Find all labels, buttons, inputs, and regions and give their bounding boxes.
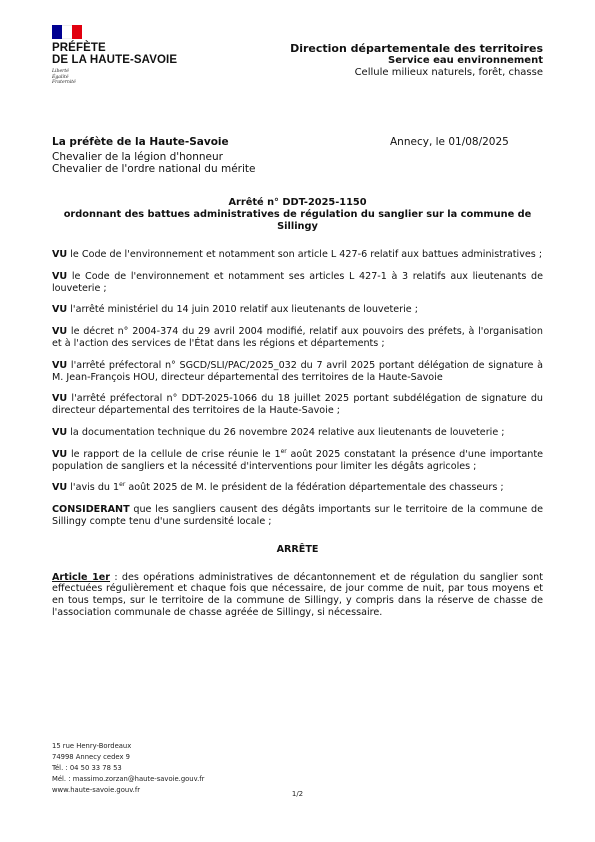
vu-text: août 2025 de M. le président de la fédération départementale des chasseurs ; xyxy=(125,482,504,494)
article-1 xyxy=(52,572,543,619)
signer-name: La préfète de la Haute-Savoie xyxy=(52,136,229,148)
issuing-service xyxy=(290,42,543,79)
logo-title xyxy=(52,42,192,66)
arrete-subject: ordonnant des battues administratives de régulation du sanglier sur la commune de Sillingy xyxy=(63,209,532,232)
vu-paragraph xyxy=(52,271,543,295)
logo-line-1: PRÉFÈTE xyxy=(52,42,106,54)
cellule-name: Cellule milieux naturels, forêt, chasse xyxy=(354,67,543,78)
motto-liberte: Liberté xyxy=(52,69,69,74)
vu-avis-paragraph xyxy=(52,482,543,494)
prefecture-logo xyxy=(52,25,192,86)
footer-email: Mél. : massimo.zorzan@haute-savoie.gouv.fr xyxy=(52,775,205,783)
ordinal-sup: er xyxy=(280,447,287,455)
place-date: Annecy, le 01/08/2025 xyxy=(390,136,509,148)
vu-paragraph xyxy=(52,249,543,261)
vu-lead: VU xyxy=(52,270,68,282)
ordinal-sup: er xyxy=(119,481,126,489)
vu-lead: VU xyxy=(52,359,68,371)
motto-fraternite: Fraternité xyxy=(52,80,76,86)
vu-text: le Code de l'environnement et notamment son article L 427-6 relatif aux battues administratives ; xyxy=(67,249,543,260)
footer-website: www.haute-savoie.gouv.fr xyxy=(52,786,141,794)
arrete-title xyxy=(52,197,543,233)
vu-lead: VU xyxy=(52,426,68,438)
vu-lead: VU xyxy=(52,482,68,494)
vu-paragraph xyxy=(52,304,543,316)
logo-line-2: DE LA HAUTE-SAVOIE xyxy=(52,54,178,66)
vu-lead: VU xyxy=(52,448,68,460)
article-1-label: Article 1er xyxy=(52,571,111,583)
vu-text: l'arrêté préfectoral n° DDT-2025-1066 du 18 juillet 2025 portant subdélégation de signature du directeur départemental des territoires de la Haute-Savoie ; xyxy=(52,393,543,417)
vu-text: le décret n° 2004-374 du 29 avril 2004 modifié, relatif aux pouvoirs des préfets, à l'organisation et à l'action des services de l'État dans les régions et départements ; xyxy=(52,326,543,349)
vu-text: la documentation technique du 26 novembre 2024 relative aux lieutenants de louveterie ; xyxy=(67,426,505,438)
considerant-lead: CONSIDERANT xyxy=(52,504,130,516)
footer-city: 74998 Annecy cedex 9 xyxy=(52,753,130,761)
vu-paragraph xyxy=(52,326,543,350)
vu-text: l'avis du 1 xyxy=(67,482,120,494)
footer-address xyxy=(52,741,204,796)
vu-text: l'arrêté ministériel du 14 juin 2010 relatif aux lieutenants de louveterie ; xyxy=(67,304,418,316)
vu-paragraph xyxy=(52,360,543,384)
arrete-heading: ARRÊTE xyxy=(276,543,319,555)
vu-paragraph xyxy=(52,427,543,439)
article-1-text: : des opérations administratives de décantonnement et de régulation du sanglier sont effectuées régulièrement et chaque fois que nécessaire, de jour comme de nuit, par tous moyens et en tous temps, sur le territoire de la commune de Sillingy, y compris dans la réserve de chasse de l'association communale de chasse agréée de Sillingy, si nécessaire. xyxy=(52,571,543,618)
direction-name: Direction départementale des territoires xyxy=(290,42,543,55)
vu-lead: VU xyxy=(52,393,68,405)
arrete-number: Arrêté n° DDT-2025-1150 xyxy=(228,197,367,208)
vu-paragraph xyxy=(52,393,543,417)
vu-lead: VU xyxy=(52,304,68,316)
vu-lead: VU xyxy=(52,326,68,338)
considerant-text: que les sangliers causent des dégâts importants sur le territoire de la commune de Sillingy compte tenu d'une surdensité locale ; xyxy=(52,504,543,527)
vu-lead: VU xyxy=(52,249,68,260)
vu-rapport-paragraph xyxy=(52,449,543,473)
vu-text: août 2025 constatant la présence d'une importante population de sangliers et la nécessité d'interventions pour limiter les dégâts agricoles ; xyxy=(52,448,544,472)
signer-block xyxy=(52,136,255,175)
vu-text: l'arrêté préfectoral n° SGCD/SLI/PAC/2025_032 du 7 avril 2025 portant délégation de signature à M. Jean-François HOU, directeur départemental des territoires de la Haute-Savoie xyxy=(52,359,543,383)
service-name: Service eau environnement xyxy=(388,55,543,66)
vu-text: le rapport de la cellule de crise réunie le 1 xyxy=(67,448,281,460)
vu-text: le Code de l'environnement et notamment ses articles L 427-1 à 3 relatifs aux lieutenants de louveterie ; xyxy=(52,270,543,294)
signer-title-1: Chevalier de la légion d'honneur xyxy=(52,151,223,163)
considerant-paragraph xyxy=(52,504,543,528)
footer-phone: Tél. : 04 50 33 78 53 xyxy=(52,764,122,772)
footer-street: 15 rue Henry-Bordeaux xyxy=(52,742,132,750)
flag-icon xyxy=(52,25,82,39)
document-body xyxy=(52,249,543,629)
signer-title-2: Chevalier de l'ordre national du mérite xyxy=(52,163,256,175)
motto-egalite: Égalité xyxy=(52,74,69,80)
logo-motto xyxy=(52,69,192,86)
page-number: 1/2 xyxy=(291,790,304,798)
